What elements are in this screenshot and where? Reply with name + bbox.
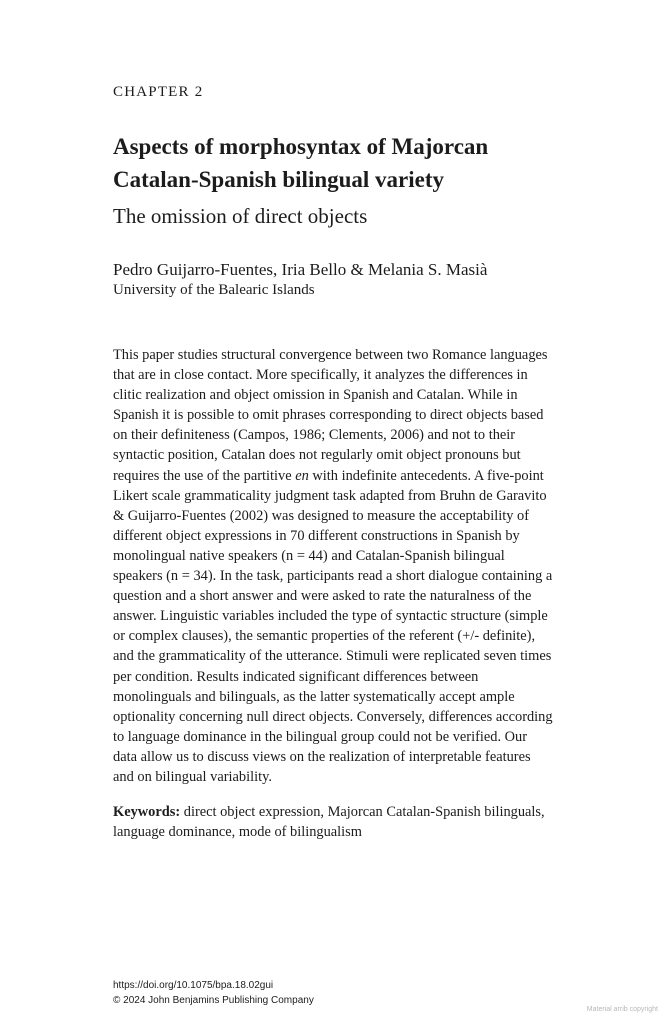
keywords-list-part-1: direct object expression, Majorcan Catalan-Spanish bilinguals, [180,804,545,820]
doi-link[interactable]: https://doi.org/10.1075/bpa.18.02gui [113,980,274,991]
abstract-line: clitic realization and object omission in Spanish and Catalan. While in [113,387,518,404]
abstract-line: speakers (n = 34). In the task, participants read a short dialogue containing a [113,568,553,585]
keywords-label: Keywords: [113,804,181,820]
abstract-line: Spanish it is possible to omit phrases corresponding to direct objects based [113,407,544,424]
abstract-line: & Guijarro-Fuentes (2002) was designed to measure the acceptability of [113,507,530,524]
abstract-line: syntactic position, Catalan does not regularly omit object pronouns but [113,447,521,464]
chapter-title [113,130,583,196]
abstract [113,345,583,787]
abstract-line: requires the use of the partitive en with indefinite antecedents. A five-point [113,467,544,484]
abstract-line: question and a short answer and were asked to rate the naturalness of the [113,588,532,605]
abstract-line: answer. Linguistic variables included the type of syntactic structure (simple [113,608,548,625]
chapter-subtitle: The omission of direct objects [113,204,368,228]
affiliation: University of the Balearic Islands [113,282,315,298]
watermark: Material arrib copyright [586,1006,658,1013]
keywords-list-part-2: language dominance, mode of bilingualism [113,824,362,841]
abstract-line: and on bilingual variability. [113,768,272,785]
abstract-line: different object expressions in 70 different constructions in Spanish by [113,527,520,544]
authors: Pedro Guijarro-Fuentes, Iria Bello & Melania S. Masià [113,260,488,279]
abstract-line: that are in close contact. More specifically, it analyzes the differences in [113,367,528,384]
copyright-notice: © 2024 John Benjamins Publishing Company [113,995,314,1006]
abstract-line: Likert scale grammaticality judgment task adapted from Bruhn de Garavito [113,487,547,504]
abstract-line: data allow us to discuss views on the realization of interpretable features [113,748,531,765]
abstract-line: or complex clauses), the semantic properties of the referent (+/- definite), [113,628,536,645]
abstract-line: and the grammaticality of the utterance. Stimuli were replicated seven times [113,648,552,665]
partitive-en-italic: en [295,467,309,484]
chapter-label: CHAPTER 2 [113,84,204,100]
abstract-line: to language dominance in the bilingual group could not be verified. Our [113,728,528,745]
keywords [113,802,583,842]
keywords-line-1 [113,802,583,822]
abstract-line: monolingual native speakers (n = 44) and Catalan-Spanish bilingual [113,547,505,564]
abstract-line: This paper studies structural convergence between two Romance languages [113,347,548,363]
chapter-title-line-2: Catalan-Spanish bilingual variety [113,167,445,192]
abstract-line: monolinguals and bilinguals, as the latter systematically accept ample [113,688,515,705]
chapter-title-line-1: Aspects of morphosyntax of Majorcan [113,134,489,159]
abstract-line: optionality concerning null direct objects. Conversely, differences according [113,708,553,725]
abstract-line: per condition. Results indicated significant differences between [113,668,479,685]
abstract-line: on their definiteness (Campos, 1986; Clements, 2006) and not to their [113,427,516,444]
